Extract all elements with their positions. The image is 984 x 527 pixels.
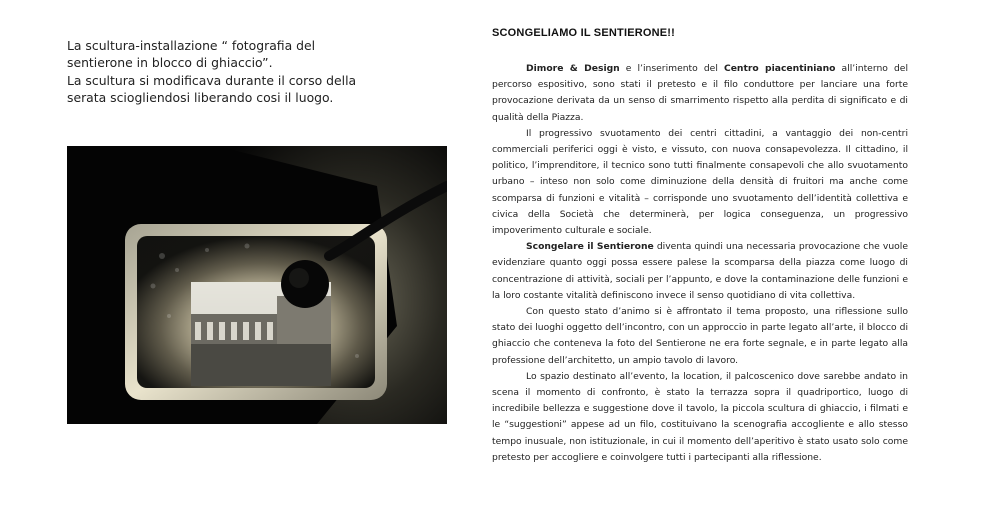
bold-scongelare-sentierone: Scongelare il Sentierone xyxy=(526,241,654,253)
paragraph-3: Scongelare il Sentierone diventa quindi una necessaria provocazione che vuole evidenziare quanto oggi possa essere palese la scomparsa della piazza come luogo di concentrazione di attività, sociali per l’appunto, e dove la contaminazione delle funzioni e la loro costante vitalità definiscono invece il senso quotidiano di vita collettiva. xyxy=(492,241,908,301)
caption-line-2: La scultura si modificava durante il corso della serata sciogliendosi liberando cosi il luogo. xyxy=(67,72,357,106)
caption-line-1: La scultura-installazione “ fotografia del sentierone in blocco di ghiaccio”. xyxy=(67,38,316,71)
article-title: SCONGELIAMO IL SENTIERONE!! xyxy=(492,27,676,39)
paragraph-1: Dimore & Design e l’inserimento del Centro piacentiniano all’interno del percorso espositivo, sono stati il pretesto e il filo conduttore per lanciare una forte provocazione derivata da un senso di smarrimento rispetto alla perdita di significato e di qualità della Piazza. xyxy=(492,63,908,123)
paragraph-5: Lo spazio destinato all’evento, la location, il palcoscenico dove sarebbe andato in scena il momento di confronto, è stato la terrazza sopra il quadriportico, luogo di incredibile bellezza e suggestione dove il tavolo, la piccola scultura di ghiaccio, i filmati e le “suggestioni” appese ad un filo, costituivano la scenografia accogliente e allo stesso tempo inusuale, non istituzionale, in cui il momento dell’aperitivo è stato usato solo come pretesto per accogliere e coinvolgere tutti i partecipanti alla riflessione. xyxy=(492,370,908,463)
article-body xyxy=(492,61,908,466)
paragraph-2: Il progressivo svuotamento dei centri cittadini, a vantaggio dei non-centri commerciali periferici oggi è visto, e vissuto, con nuova consapevolezza. Il cittadino, il politico, l’imprenditore, il tecnico sono tutti finalmente consapevoli che allo svuotamento urbano – inteso non solo come diminuzione della densità di fruitori ma anche come scomparsa di funzioni e vitalità – corrisponde uno svuotamento dell’identità collettiva e civica della Società che determinerà, per logica conseguenza, un progressivo impoverimento culturale e sociale. xyxy=(492,127,908,237)
bold-dimore-design: Dimore & Design xyxy=(526,63,620,74)
article xyxy=(492,27,908,466)
photo-caption xyxy=(67,37,367,107)
paragraph-4: Con questo stato d’animo si è affrontato il tema proposto, una riflessione sullo stato dei luoghi oggetto dell’incontro, con un approccio in parte legato all’arte, il blocco di ghiaccio che conteneva la foto del Sentierone ne era forte segnale, e in parte legato alla professione dell’architetto, un ampio tavolo di lavoro. xyxy=(492,306,908,366)
ice-sculpture-photo xyxy=(67,146,447,424)
bold-centro-piacentiniano: Centro piacentiniano xyxy=(723,63,836,74)
